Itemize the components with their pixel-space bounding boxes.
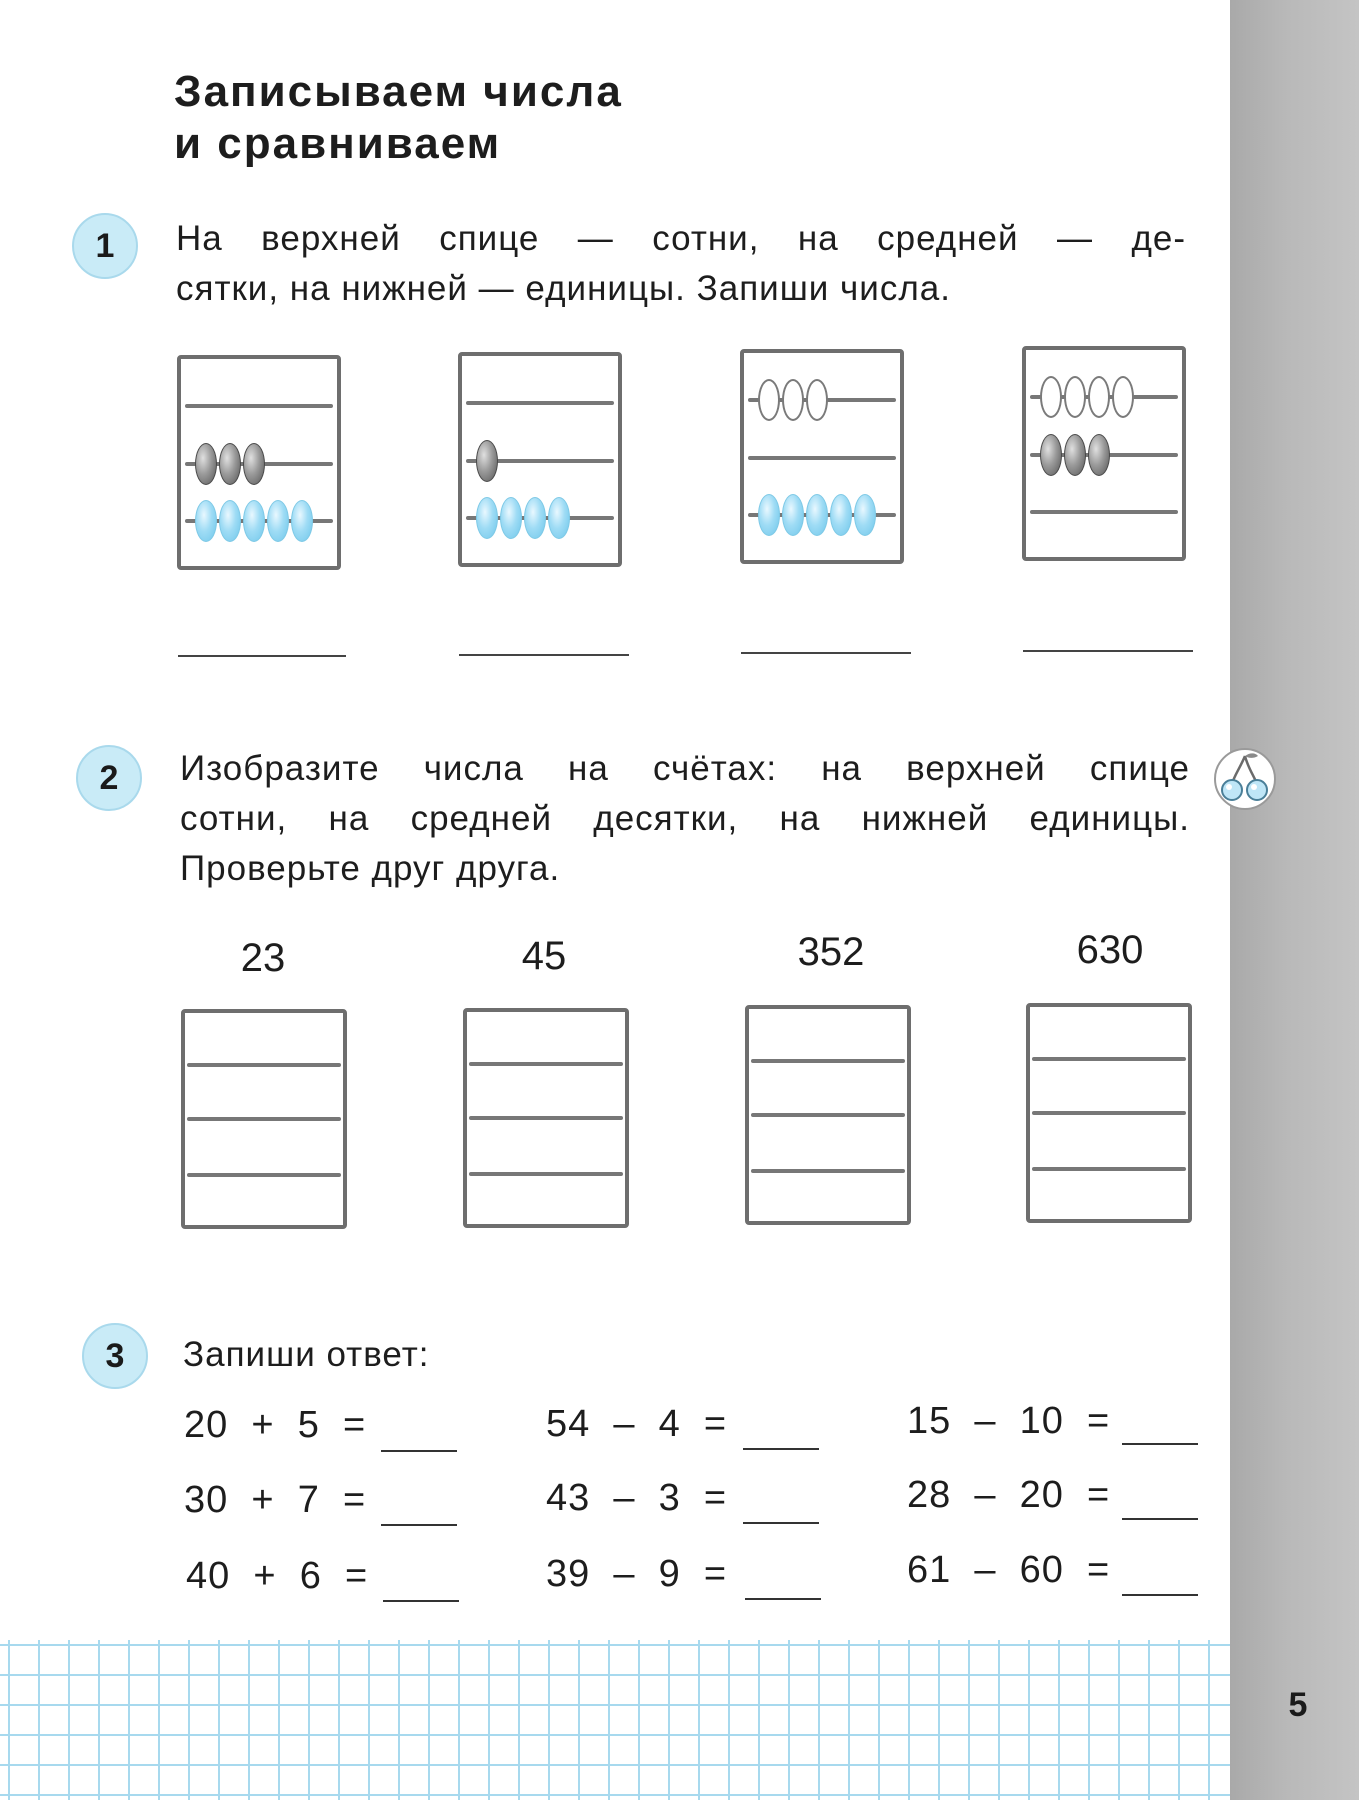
- answer-blank[interactable]: [743, 1448, 819, 1450]
- expression: 43 – 3 =: [546, 1477, 728, 1519]
- empty-abacus-1[interactable]: [181, 1009, 347, 1229]
- empty-abacus-3[interactable]: [745, 1005, 911, 1225]
- rod-units: [1032, 1167, 1186, 1171]
- rod-tens: [469, 1116, 623, 1120]
- answer-line-2[interactable]: [459, 654, 629, 656]
- task-3-prompt: Запиши ответ:: [183, 1335, 430, 1374]
- tens-bead: [1040, 434, 1062, 476]
- task-1-line-1: На верхней спице — сотни, на средней — де-: [176, 219, 1186, 258]
- task-1-line-2: сятки, на нижней — единицы. Запиши числа.: [176, 269, 951, 308]
- hundreds-bead: [782, 379, 804, 421]
- number-label-3: 352: [797, 930, 865, 974]
- rod-hundreds: [751, 1059, 905, 1063]
- task-2-text: [180, 744, 1190, 894]
- expression: 20 + 5 =: [184, 1404, 367, 1446]
- rod-hundreds: [185, 404, 333, 408]
- units-bead: [243, 500, 265, 542]
- expression: 15 – 10 =: [907, 1400, 1111, 1442]
- answer-line-1[interactable]: [178, 655, 346, 657]
- expression: 40 + 6 =: [186, 1555, 369, 1597]
- abacus-2: [458, 352, 622, 567]
- rod-tens: [751, 1113, 905, 1117]
- units-bead: [195, 500, 217, 542]
- abacus-1: [177, 355, 341, 570]
- empty-abacus-2[interactable]: [463, 1008, 629, 1228]
- answer-blank[interactable]: [1122, 1518, 1198, 1520]
- rod-hundreds: [469, 1062, 623, 1066]
- tens-bead: [1064, 434, 1086, 476]
- task-3-badge: 3: [82, 1323, 148, 1389]
- task-2-line-2: сотни, на средней десятки, на нижней единицы.: [180, 799, 1190, 838]
- abacus-4: [1022, 346, 1186, 561]
- rod-units: [187, 1173, 341, 1177]
- task-2-line-1: Изобразите числа на счётах: на верхней спице: [180, 749, 1190, 788]
- empty-abacus-4[interactable]: [1026, 1003, 1192, 1223]
- rod-units: [1030, 510, 1178, 514]
- hundreds-bead: [1064, 376, 1086, 418]
- answer-blank[interactable]: [1122, 1594, 1198, 1596]
- answer-blank[interactable]: [381, 1524, 457, 1526]
- answer-line-3[interactable]: [741, 652, 911, 654]
- hundreds-bead: [1040, 376, 1062, 418]
- task-1-badge: 1: [72, 213, 138, 279]
- rod-tens: [187, 1117, 341, 1121]
- expression: 30 + 7 =: [184, 1479, 367, 1521]
- graph-paper-grid[interactable]: [0, 1640, 1230, 1800]
- rod-hundreds: [187, 1063, 341, 1067]
- rod-tens: [748, 456, 896, 460]
- answer-blank[interactable]: [745, 1598, 821, 1600]
- number-label-2: 45: [521, 934, 567, 978]
- task-1-text: [176, 214, 1186, 314]
- answer-line-4[interactable]: [1023, 650, 1193, 652]
- units-bead: [854, 494, 876, 536]
- abacus-3: [740, 349, 904, 564]
- tens-bead: [195, 443, 217, 485]
- answer-blank[interactable]: [381, 1450, 457, 1452]
- expression: 39 – 9 =: [546, 1553, 728, 1595]
- tens-bead: [243, 443, 265, 485]
- tens-bead: [476, 440, 498, 482]
- expression: 54 – 4 =: [546, 1403, 728, 1445]
- units-bead: [219, 500, 241, 542]
- answer-blank[interactable]: [1122, 1443, 1198, 1445]
- hundreds-bead: [806, 379, 828, 421]
- units-bead: [476, 497, 498, 539]
- tens-bead: [1088, 434, 1110, 476]
- page-title: [174, 66, 623, 170]
- units-bead: [267, 500, 289, 542]
- units-bead: [291, 500, 313, 542]
- hundreds-bead: [1088, 376, 1110, 418]
- cherries-icon: [1212, 746, 1278, 812]
- units-bead: [830, 494, 852, 536]
- rod-units: [469, 1172, 623, 1176]
- page-number: 5: [1288, 1686, 1308, 1724]
- tens-bead: [219, 443, 241, 485]
- page-title-line-1: Записываем числа: [174, 67, 623, 116]
- expression: 28 – 20 =: [907, 1474, 1111, 1516]
- task-2-line-3: Проверьте друг друга.: [180, 849, 561, 888]
- answer-blank[interactable]: [743, 1522, 819, 1524]
- rod-hundreds: [466, 401, 614, 405]
- number-label-1: 23: [240, 936, 286, 980]
- number-label-4: 630: [1076, 928, 1144, 972]
- rod-tens: [1032, 1111, 1186, 1115]
- page-title-line-2: и сравниваем: [174, 119, 502, 168]
- hundreds-bead: [758, 379, 780, 421]
- answer-blank[interactable]: [383, 1600, 459, 1602]
- page-margin-strip: [1230, 0, 1359, 1800]
- units-bead: [524, 497, 546, 539]
- expression: 61 – 60 =: [907, 1549, 1111, 1591]
- units-bead: [806, 494, 828, 536]
- units-bead: [500, 497, 522, 539]
- rod-units: [751, 1169, 905, 1173]
- units-bead: [782, 494, 804, 536]
- units-bead: [548, 497, 570, 539]
- hundreds-bead: [1112, 376, 1134, 418]
- task-2-badge: 2: [76, 745, 142, 811]
- rod-hundreds: [1032, 1057, 1186, 1061]
- units-bead: [758, 494, 780, 536]
